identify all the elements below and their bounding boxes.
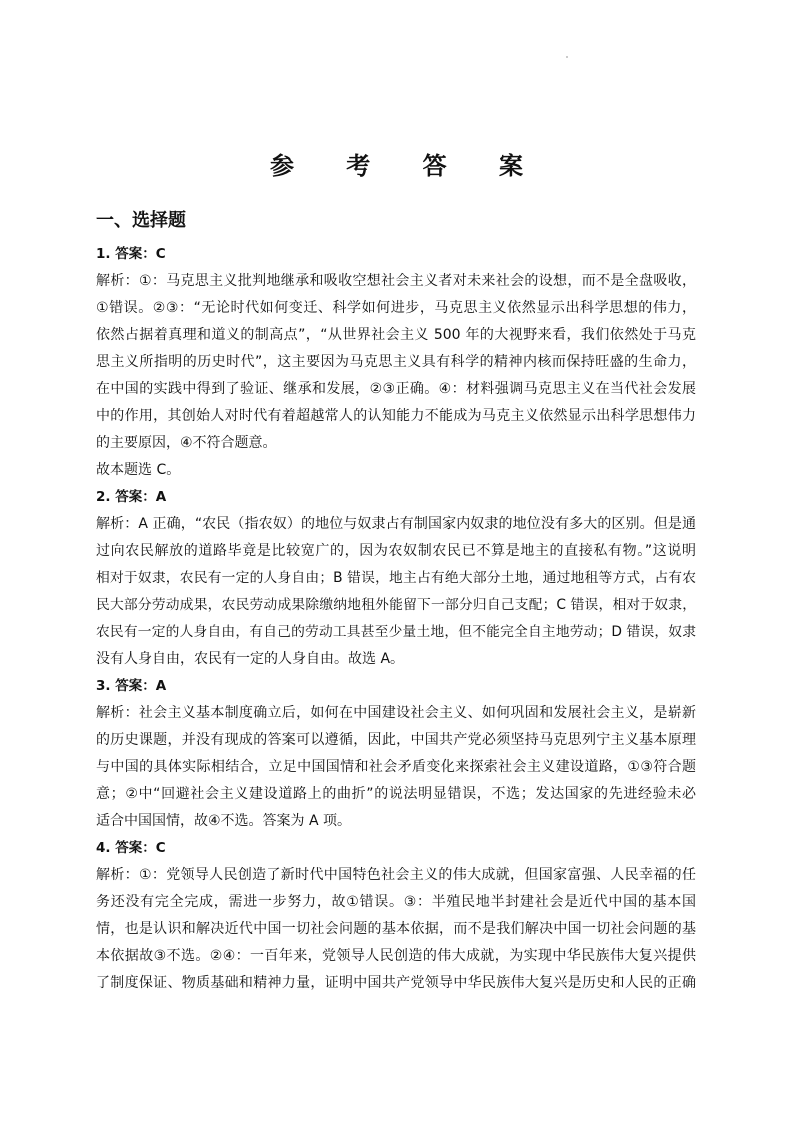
explanation-line: 解析：社会主义基本制度确立后，如何在中国建设社会主义、如何巩固和发展社会主义，是崭新 bbox=[96, 705, 696, 721]
explanation-line: 过向农民解放的道路毕竟是比较宽广的，因为农奴制农民已不算是地主的直接私有物。”这说明 bbox=[96, 543, 696, 559]
explanation-line: 的历史课题，并没有现成的答案可以遵循，因此，中国共产党必须坚持马克思列宁主义基本原理 bbox=[96, 732, 696, 748]
page-title: 参 考 答 案 bbox=[269, 151, 546, 180]
explanation-line: 解析：①：党领导人民创造了新时代中国特色社会主义的伟大成就，但国家富强、人民幸福的任 bbox=[96, 867, 696, 883]
explanation-line: 与中国的具体实际相结合，立足中国国情和社会矛盾变化来探索社会主义建设道路，①③符合题 bbox=[96, 759, 696, 775]
explanation-line: 的主要原因，④不符合题意。 bbox=[96, 435, 277, 451]
question-block-2 bbox=[96, 484, 696, 673]
explanation-line: 了制度保证、物质基础和精神力量，证明中国共产党领导中华民族伟大复兴是历史和人民的正确 bbox=[96, 975, 696, 991]
scan-speck bbox=[566, 56, 568, 58]
explanation-line: 务还没有完全完成，需进一步努力，故①错误。③：半殖民地半封建社会是近代中国的基本国 bbox=[96, 894, 696, 910]
explanation-line: 意；②中“回避社会主义建设道路上的曲折”的说法明显错误，不选；发达国家的先进经验未必 bbox=[96, 786, 696, 802]
answer-title: 2. 答案：A bbox=[96, 489, 167, 505]
explanation-line: 民大部分劳动成果，农民劳动成果除缴纳地租外能留下一部分归自己支配；C 错误，相对于奴隶， bbox=[96, 597, 696, 613]
explanation-line: 在中国的实践中得到了验证、继承和发展，②③正确。④：材料强调马克思主义在当代社会发展 bbox=[96, 381, 696, 397]
explanation-line: 本依据故③不选。②④：一百年来，党领导人民创造的伟大成就，为实现中华民族伟大复兴提供 bbox=[96, 948, 696, 964]
explanation-line: ①错误。②③：“无论时代如何变迁、科学如何进步，马克思主义依然显示出科学思想的伟力， bbox=[96, 300, 696, 316]
conclusion-line: 故本题选 C。 bbox=[96, 462, 181, 478]
explanation-line: 依然占据着真理和道义的制高点”，“从世界社会主义 500 年的大视野来看，我们依然处于马克 bbox=[96, 327, 696, 343]
section-heading: 一、选择题 bbox=[96, 210, 186, 231]
explanation-line: 相对于奴隶，农民有一定的人身自由；B 错误，地主占有绝大部分土地，通过地租等方式，占有农 bbox=[96, 570, 696, 586]
answer-title: 3. 答案：A bbox=[96, 678, 167, 694]
answer-title: 1. 答案：C bbox=[96, 246, 166, 262]
question-block-1 bbox=[96, 241, 696, 484]
explanation-line: 农民有一定的人身自由，有自己的劳动工具甚至少量土地，但不能完全自主地劳动；D 错误，奴隶 bbox=[96, 624, 696, 640]
explanation-line: 情，也是认识和解决近代中国一切社会问题的基本依据，而不是我们解决中国一切社会问题的基 bbox=[96, 921, 696, 937]
question-block-3 bbox=[96, 673, 696, 835]
explanation-line: 思主义所指明的历史时代”，这主要因为马克思主义具有科学的精神内核而保持旺盛的生命力， bbox=[96, 354, 696, 370]
explanation-line: 解析：①：马克思主义批判地继承和吸收空想社会主义者对未来社会的设想，而不是全盘吸收， bbox=[96, 273, 696, 289]
answer-content bbox=[96, 207, 696, 997]
question-block-4 bbox=[96, 835, 696, 997]
answer-title: 4. 答案：C bbox=[96, 840, 166, 856]
explanation-line: 中的作用，其创始人对时代有着超越常人的认知能力不能成为马克主义依然显示出科学思想伟力 bbox=[96, 408, 696, 424]
explanation-line: 没有人身自由，农民有一定的人身自由。故选 A。 bbox=[96, 651, 405, 667]
explanation-line: 解析：A 正确，“农民（指农奴）的地位与奴隶占有制国家内奴隶的地位没有多大的区别。但是通 bbox=[96, 516, 696, 532]
explanation-line: 适合中国国情，故④不选。答案为 A 项。 bbox=[96, 813, 352, 829]
